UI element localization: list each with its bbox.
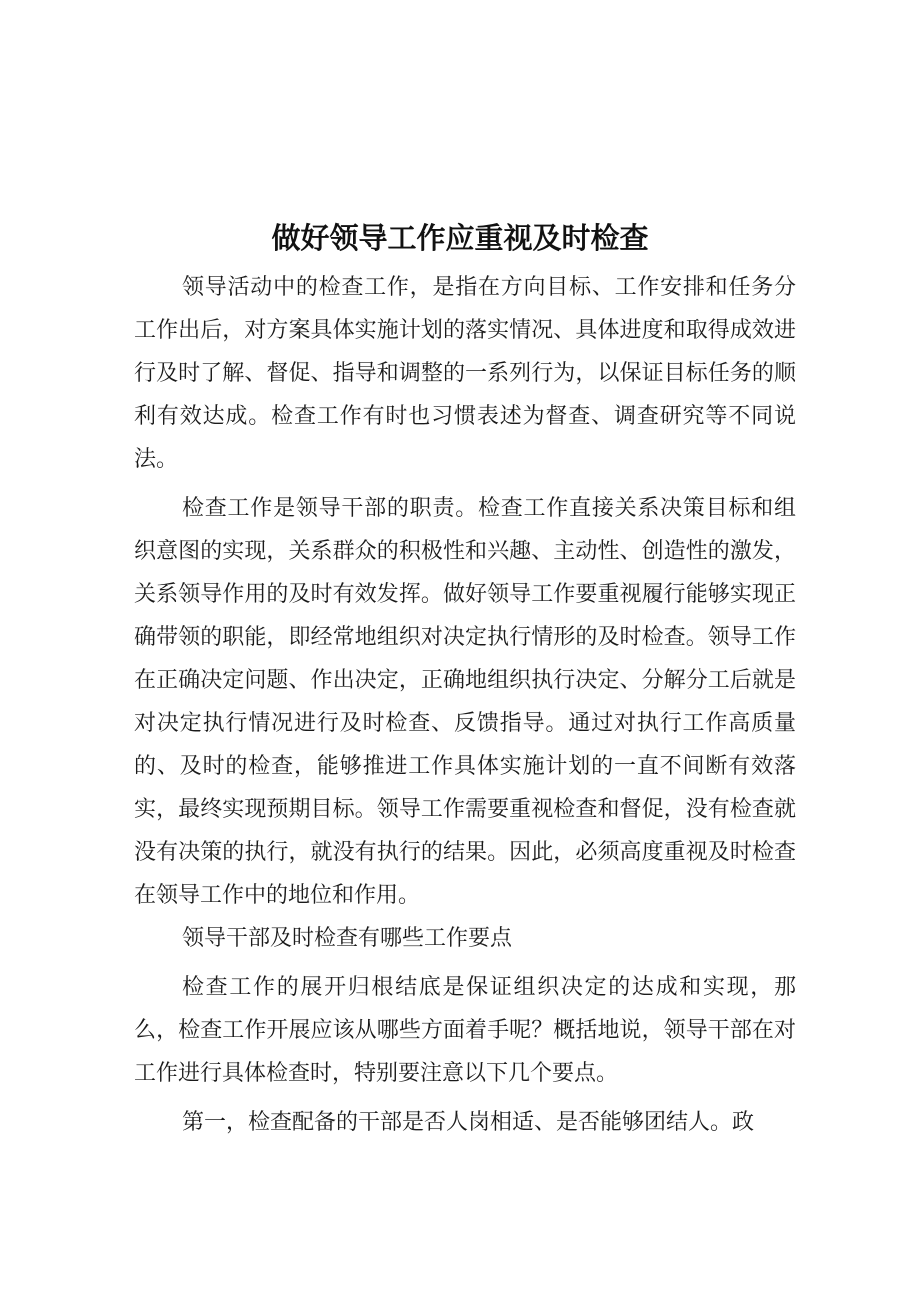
paragraph-first-point: 第一，检查配备的干部是否人岗相适、是否能够团结人。政 [182,1110,755,1135]
paragraph-responsibility: 检查工作是领导干部的职责。检查工作直接关系决策目标和组织意图的实现，关系群众的积极性和兴趣、主动性、创造性的激发，关系领导作用的及时有效发挥。做好领导工作要重视履行能够实现正确带领的职能，即经常地组织对决定执行情形的及时检查。领导工作在正确决定问题、作出决定，正确地组织执行决定、分解分工后就是对决定执行情况进行及时检查、反馈指导。通过对执行工作高质量的、及时的检查，能够推进工作具体实施计划的一直不间断有效落实，最终实现预期目标。领导工作需要重视检查和督促，没有检查就没有决策的执行，就没有执行的结果。因此，必须高度重视及时检查在领导工作中的地位和作用。 [134,496,796,908]
paragraph-intro: 领导活动中的检查工作，是指在方向目标、工作安排和任务分工作出后，对方案具体实施计划的落实情况、具体进度和取得成效进行及时了解、督促、指导和调整的一系列行为，以保证目标任务的顺利有效达成。检查工作有时也习惯表述为督查、调查研究等不同说法。 [134,275,796,472]
paragraph-key-points: 检查工作的展开归根结底是保证组织决定的达成和实现，那么，检查工作开展应该从哪些方面着手呢？概括地说，领导干部在对工作进行具体检查时，特别要注意以下几个要点。 [134,975,796,1086]
document-title: 做好领导工作应重视及时检查 [271,221,649,255]
section-heading: 领导干部及时检查有哪些工作要点 [182,926,513,951]
